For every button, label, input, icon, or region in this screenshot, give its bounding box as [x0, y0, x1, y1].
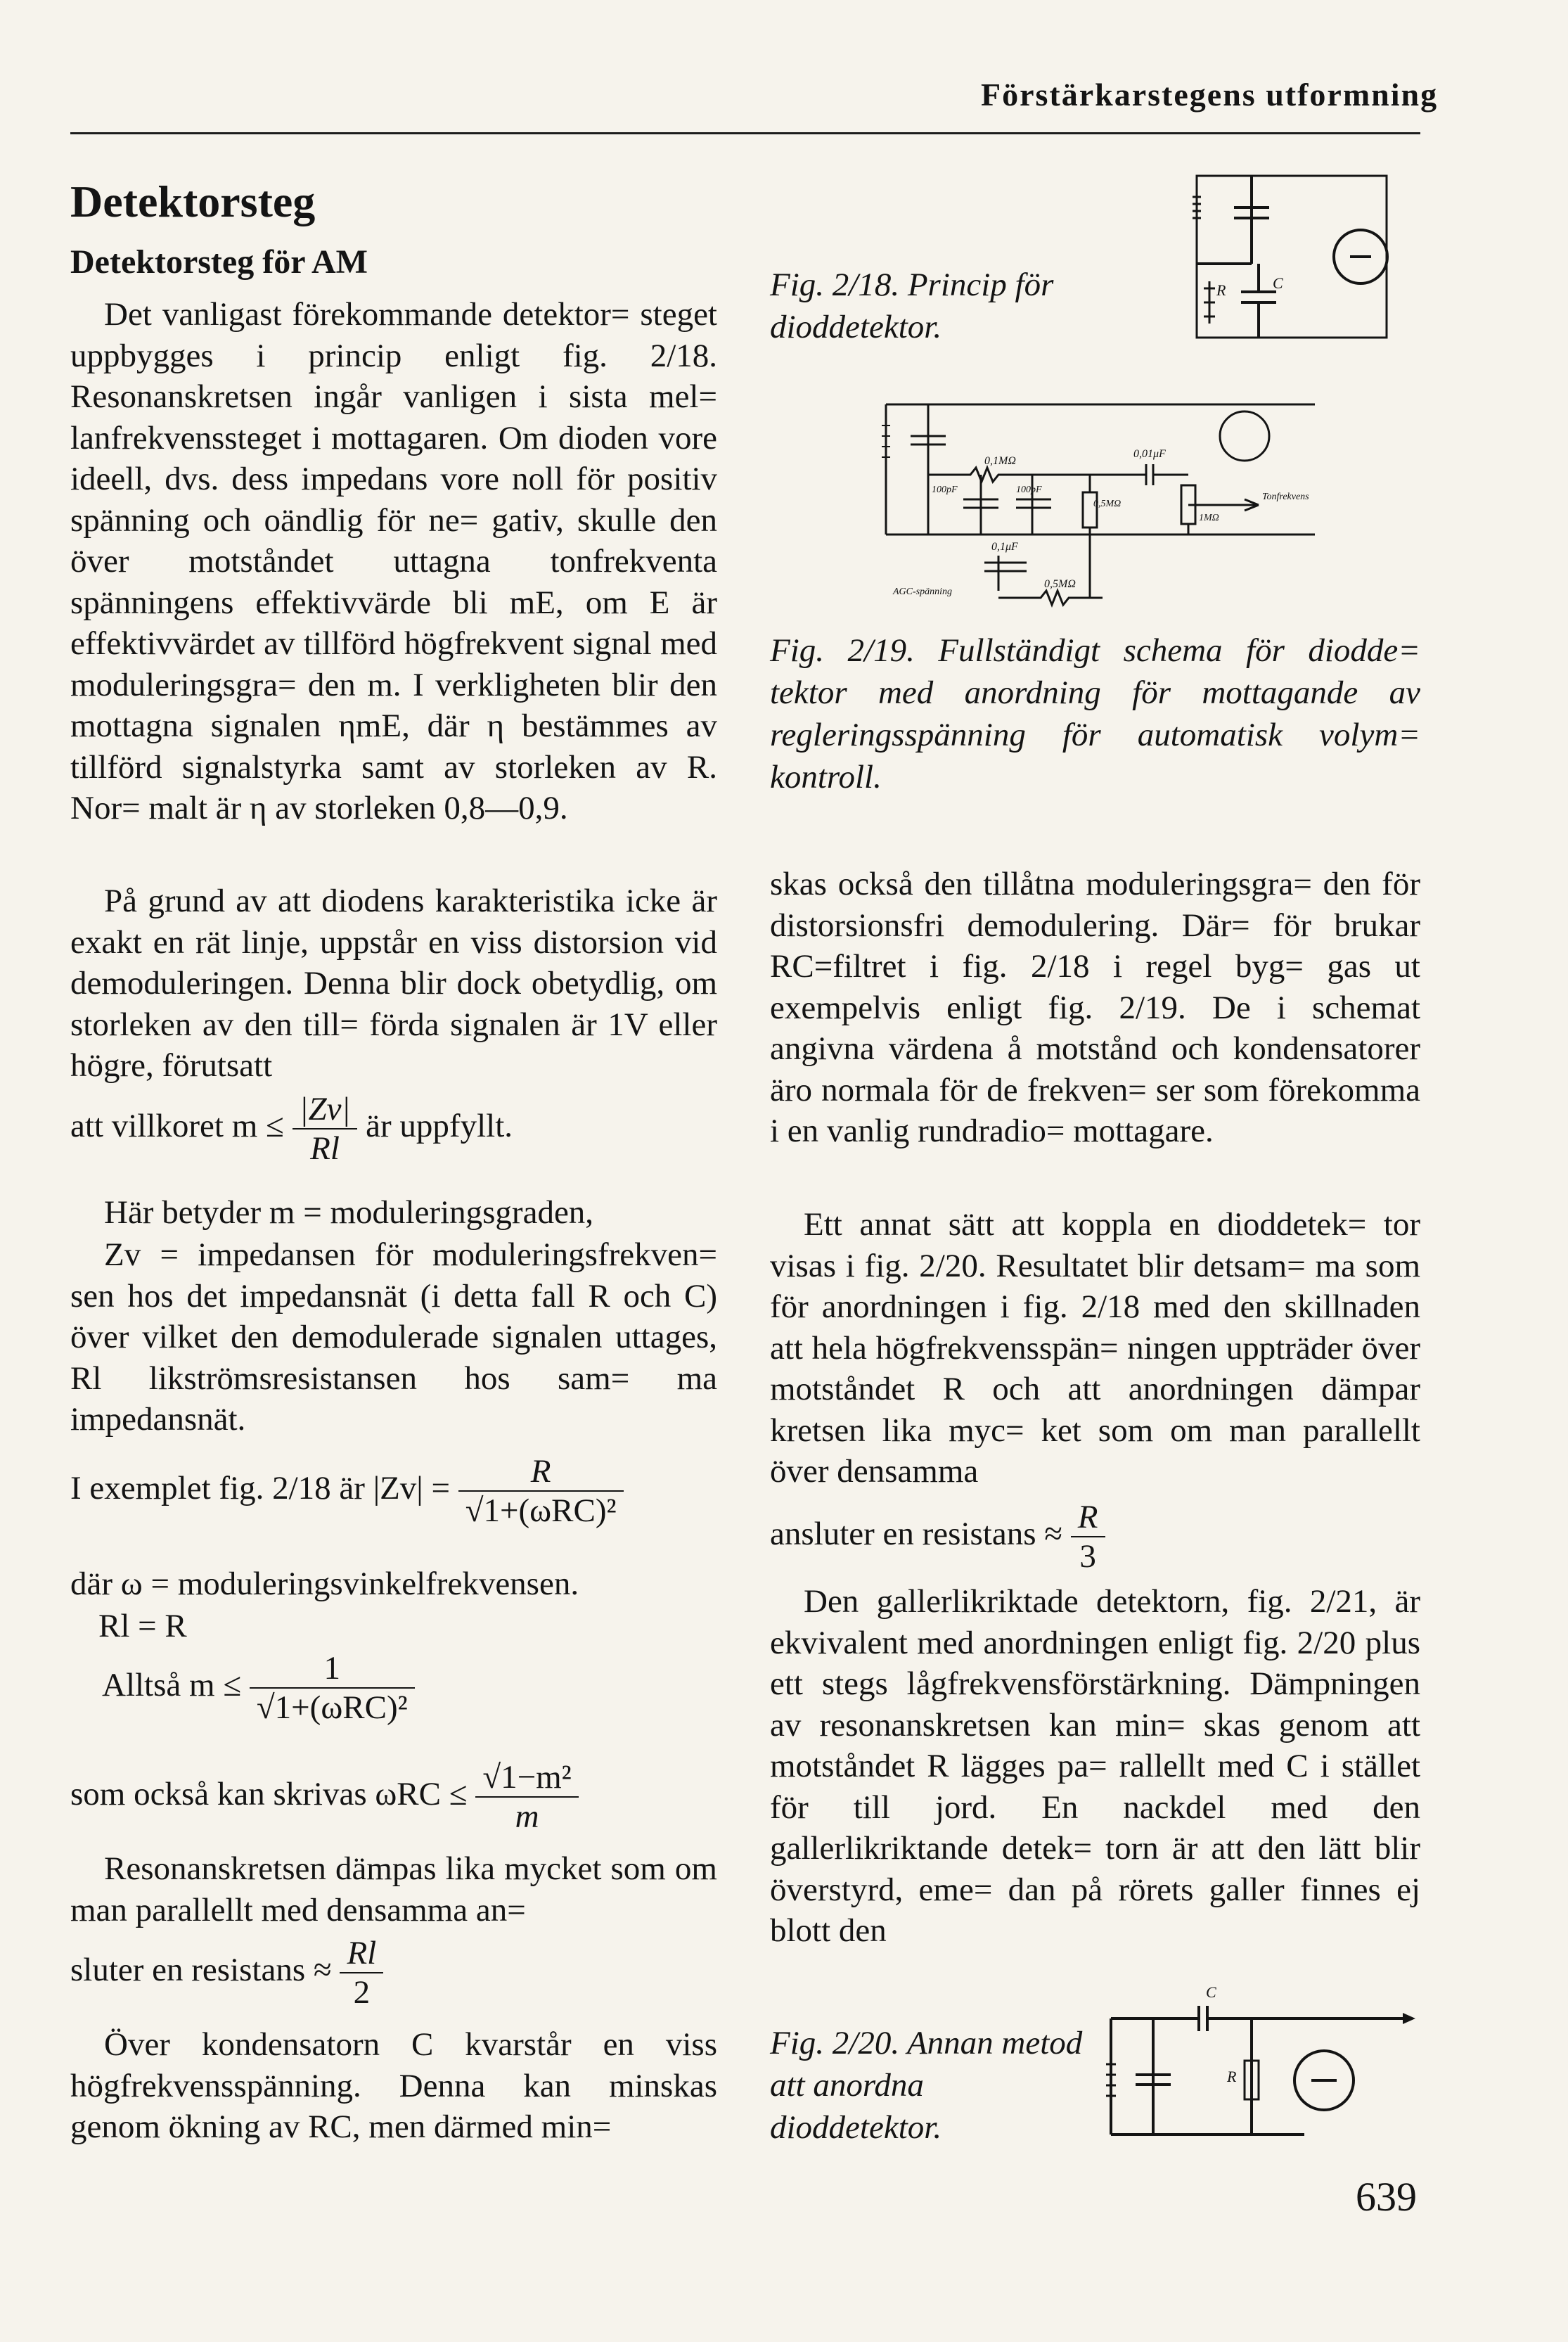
fig-2-19-r3: 1MΩ [1199, 513, 1219, 523]
skrivas-formula: som också kan skrivas ωRC ≤ $\frac{\text{√1−m²}}{m}$ [70, 1758, 579, 1836]
right-para-2: Ett annat sätt att koppla en dioddetek= tor visas i fig. 2/20. Resultatet blir detsam= ma som för anordningen i fig. 2/18 med den skillnaden att hela högfrekvensspän= ningen uppträder över motståndet R och att anordningen dämpar kretsen lika myc= ket som om man parallellt över densamma [770, 1206, 1420, 1490]
fig-2-20-caption: Fig. 2/20. Annan metod att anordna dioddetektor. [770, 2025, 1083, 2146]
left-para-4: Resonanskretsen dämpas lika mycket som om man parallellt med densamma an= [70, 1850, 717, 1928]
fig-2-19-out: Tonfrekvens [1262, 492, 1309, 502]
fig-2-19-r4: 0,5MΩ [1044, 578, 1076, 590]
alltsa-formula: Alltså m ≤ $\frac{1}{\text{√1+(ωRC)²}}$ [102, 1649, 415, 1727]
fig-2-20-label-c: C [1206, 1983, 1216, 2001]
fig-2-18-label-r: R [1216, 281, 1226, 299]
subsection-title: Detektorsteg för AM [70, 243, 368, 281]
fig-2-18-label-c: C [1273, 274, 1283, 292]
fig-2-19-agc: AGC-spänning [893, 587, 952, 597]
condition-formula: att villkoret m ≤ $\frac{|Zv|}{Rl}$ är uppfyllt. [70, 1091, 513, 1167]
sluter-formula: sluter en resistans ≈ $\frac{Rl}{2}$ [70, 1934, 383, 2011]
right-para-1: skas också den tillåtna moduleringsgra= den för distorsionsfri demodulering. Där= för brukar RC=filtret i fig. 2/18 i regel byg= gas ut exempelvis enligt fig. 2/19. De i schemat angivna värdena å motstånd och kondensatorer äro normala för de frekven= ser som förekomma i en vanlig rundradio= mottagare. [770, 866, 1420, 1149]
omega-line: där ω = moduleringsvinkelfrekvensen. [70, 1566, 579, 1602]
fig-2-18-caption: Fig. 2/18. Princip för dioddetektor. [770, 267, 1054, 345]
left-para-3: Zv = impedansen för moduleringsfrekven= sen hos det impedansnät (i detta fall R och C) över vilket den demodulerade signalen uttages, Rl likströmsresistansen hos sam= ma impedansnät. [70, 1236, 717, 1438]
right-para-3: Den gallerlikriktade detektorn, fig. 2/21, är ekvivalent med anordningen enligt fig. 2/20 plus ett stegs lågfrekvensförstärkning. Dämpningen av resonanskretsen kan min= skas genom att motståndet R lägges pa= rallellt med C i stället för till jord. En nackdel med den gallerlikriktande detek= torn är att den lätt blir överstyrd, eme= dan på rörets galler finnes ej blott den [770, 1583, 1420, 1949]
example-formula: I exemplet fig. 2/18 är |Zv| = $\frac{R}{\text{√1+(ωRC)²}}$ [70, 1452, 624, 1530]
header-rule [70, 132, 1420, 134]
left-para-2: På grund av att diodens karakteristika icke är exakt en rät linje, uppstår en viss distorsion vid demoduleringen. Denna blir dock obetydlig, om storleken av den till= förda signalen är 1V eller högre, förutsatt [70, 883, 717, 1084]
fig-2-18-diagram [1188, 165, 1420, 355]
fig-2-19-caption: Fig. 2/19. Fullständigt schema för diodde= tektor med anordning för mottagande av regleringsspänning för automatisk volym= kontroll. [770, 632, 1420, 795]
fig-2-19-diagram [879, 394, 1392, 619]
ansluter-formula: ansluter en resistans ≈ $\frac{R}{3}$ [770, 1498, 1105, 1575]
fig-2-19-c3: 0,01μF [1133, 448, 1166, 460]
fig-2-20-diagram [1100, 1976, 1420, 2152]
rl-equals-r: Rl = R [98, 1608, 187, 1644]
fig-2-19-c1: 100pF [932, 485, 958, 495]
page-number: 639 [1356, 2174, 1417, 2220]
section-title: Detektorsteg [70, 177, 316, 226]
fig-2-20-label-r: R [1227, 2068, 1237, 2085]
fig-2-19-c4: 0,1μF [991, 541, 1018, 553]
running-header: Förstärkarstegens utformning [981, 77, 1439, 113]
fig-2-19-r1: 0,1MΩ [984, 455, 1016, 467]
left-para-1: Det vanligast förekommande detektor= steget uppbygges i princip enligt fig. 2/18. Resonanskretsen ingår vanligen i sista mel= lanfrekvenssteget i mottagaren. Om dioden vore ideell, dvs. dess impedans vore noll för positiv spänning och oändlig för ne= gativ, skulle den över motståndet uttagna tonfrekventa spänningens effektivvärde bli mE, om E är effektivvärdet av tillförd högfrekvent signal med moduleringsgra= den m. I verkligheten blir den mottagna signalen ηmE, där η bestämmes av tillförd signalstyrka samt av storleken av R. Nor= malt är η av storleken 0,8—0,9. [70, 296, 717, 826]
left-para-5: Över kondensatorn C kvarstår en viss högfrekvensspänning. Denna kan minskas genom ökning av RC, men därmed min= [70, 2026, 717, 2145]
fig-2-19-r2: 0,5MΩ [1093, 499, 1122, 509]
fig-2-19-c2: 100pF [1016, 485, 1042, 495]
left-para-3-line1: Här betyder m = moduleringsgraden, [104, 1194, 594, 1231]
